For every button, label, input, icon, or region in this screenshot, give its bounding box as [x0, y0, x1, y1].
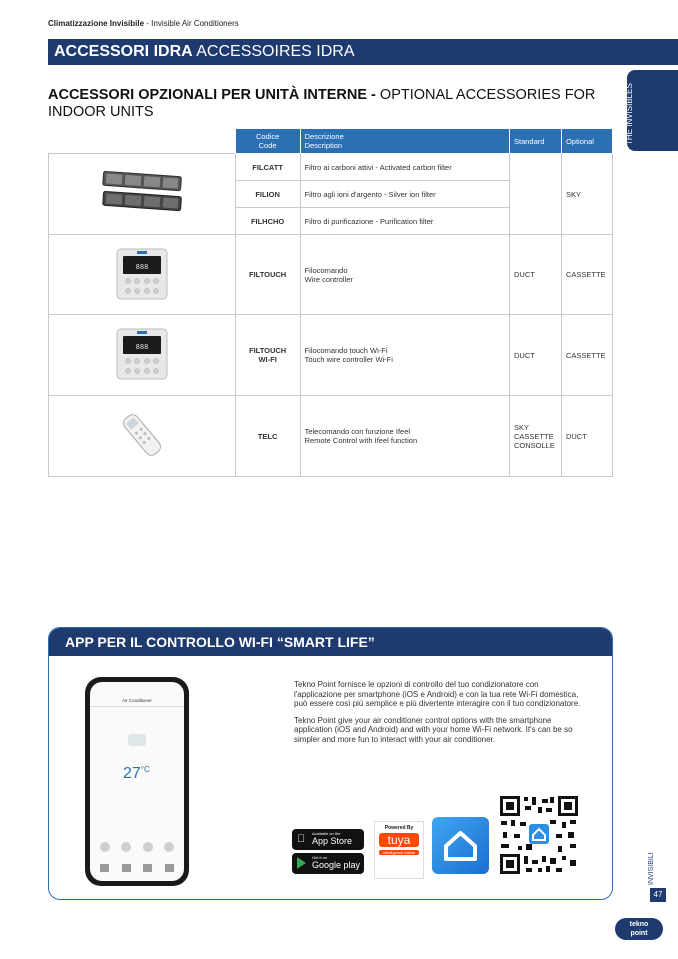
qr-code[interactable] — [498, 794, 580, 876]
phone-bottom-buttons — [100, 864, 174, 872]
wire-controller-image — [49, 235, 236, 315]
row-optional: DUCT — [561, 396, 612, 477]
google-play-text: Google play — [312, 860, 361, 870]
table-header-row — [49, 129, 613, 154]
mode-icon — [143, 842, 153, 852]
app-store-text: App Store — [312, 836, 353, 846]
table-row — [49, 315, 613, 396]
control-icon — [165, 864, 174, 872]
table-header-code-it: Codice — [255, 132, 280, 141]
control-icon — [122, 864, 131, 872]
app-description-it: Tekno Point fornisce le opzioni di controllo del tuo condizionatore con l'applicazione per smartphone (iOS e Android) e con la tua rete Wi-Fi domestica, può essere così più semplice e più divertente interagire con il tuo condizionatore. — [294, 680, 581, 708]
breadcrumb-subsection: - Invisible Air Conditioners — [144, 19, 239, 28]
row-standard — [509, 154, 561, 235]
control-icon — [143, 864, 152, 872]
table-header-optional: Optional — [561, 129, 612, 154]
remote-control-icon — [117, 410, 167, 460]
row-description — [300, 235, 509, 315]
row-code — [235, 315, 300, 396]
filters-image — [49, 154, 236, 235]
qr-code-image — [498, 794, 580, 876]
row-description: Filtro ai carboni attivi - Activated carbon filter — [300, 154, 509, 181]
tuya-sub-text: Intelligence Inside — [379, 850, 419, 855]
mode-icon — [121, 842, 131, 852]
section-title-it: ACCESSORI OPZIONALI PER UNITÀ INTERNE - — [48, 87, 376, 103]
svg-text:888: 888 — [135, 262, 149, 271]
row-code-line2: WI-FI — [258, 355, 277, 364]
row-code-line1: FILTOUCH — [249, 346, 287, 355]
row-optional: CASSETTE — [561, 235, 612, 315]
tuya-powered-text: Powered By — [384, 825, 414, 831]
svg-text:888: 888 — [135, 343, 149, 351]
row-code: TELC — [235, 396, 300, 477]
page-title-fr: ACCESSOIRES IDRA — [192, 43, 355, 60]
phone-temperature — [123, 765, 150, 783]
row-description-en: Remote Control with Ifeel function — [304, 436, 418, 445]
home-icon — [432, 817, 489, 874]
app-card-title: APP PER IL CONTROLLO WI-FI “SMART LIFE” — [49, 628, 612, 656]
phone-temperature-value: 27 — [123, 765, 141, 782]
row-standard-line1: SKY — [513, 422, 529, 432]
logo-line1: tekno — [629, 921, 649, 928]
table-header-description-en: Description — [304, 141, 343, 150]
page-title — [48, 39, 678, 65]
google-play-badge[interactable] — [292, 853, 364, 874]
filter-icon — [97, 168, 187, 218]
row-code: FILION — [235, 181, 300, 208]
row-standard-line3: CONSOLLE — [513, 440, 555, 450]
app-store-small-text: Available on the — [312, 831, 341, 836]
mode-icon — [100, 842, 110, 852]
logo-line2: point — [630, 930, 648, 937]
row-standard: DUCT — [509, 235, 561, 315]
app-description-en: Tekno Point give your air conditioner control options with the smartphone application (iOS and Android) and with your home Wi-Fi network. It's can be so simpler and more fun to interact with your air conditioner. — [294, 715, 573, 744]
side-tab-line2: THE INVISIBLES — [625, 83, 634, 145]
phone-temperature-unit: °C — [140, 765, 150, 774]
wifi-controller-image — [49, 315, 236, 396]
page-title-it: ACCESSORI IDRA — [54, 43, 193, 60]
row-code: FILCATT — [235, 154, 300, 181]
app-store-badge[interactable] — [292, 829, 364, 850]
row-code: FILTOUCH — [235, 235, 300, 315]
side-tab — [615, 70, 678, 151]
row-standard: DUCT — [509, 315, 561, 396]
row-description: Filtro agli ioni d'argento - Silver ion filter — [300, 181, 509, 208]
row-description-it: Filocomando — [304, 265, 348, 275]
side-tab-line1: GLI INVISIBILI — [615, 91, 624, 145]
tekno-point-logo — [615, 918, 663, 940]
fan-icon — [128, 734, 146, 746]
google-play-icon — [297, 857, 306, 869]
table-header-code — [235, 129, 300, 154]
remote-control-image — [49, 396, 236, 477]
mode-icon — [164, 842, 174, 852]
tuya-badge — [374, 821, 424, 879]
table-header-code-en: Code — [258, 141, 277, 150]
row-description-en: Touch wire controller Wi-Fi — [304, 355, 393, 364]
control-icon — [100, 864, 109, 872]
wifi-controller-icon — [116, 328, 168, 380]
footer-side-label: INVISIBILI — [648, 852, 655, 885]
row-description-it: Telecomando con funzione Ifeel — [304, 427, 411, 436]
wire-controller-icon — [116, 248, 168, 300]
table-header-standard: Standard — [509, 129, 561, 154]
phone-mode-buttons — [100, 842, 174, 852]
row-description — [300, 315, 509, 396]
row-description-en: Wire controller — [304, 274, 353, 284]
row-description — [300, 396, 509, 477]
section-title — [48, 87, 608, 121]
row-standard-line2: CASSETTE — [513, 431, 554, 441]
table-header-description-it: Descrizione — [304, 132, 344, 141]
table-header-image — [49, 129, 236, 154]
tuya-logo: tuya — [379, 833, 419, 847]
phone-app-header: Air Conditioner — [122, 698, 152, 703]
page-number: 47 — [650, 888, 666, 902]
row-standard — [509, 396, 561, 477]
phone-divider — [90, 706, 184, 707]
row-description-it: Filocomando touch Wi-Fi — [304, 346, 388, 355]
table-row — [49, 396, 613, 477]
phone-screen — [90, 682, 184, 881]
row-description: Filtro di purificazione - Purification filter — [300, 208, 509, 235]
row-code: FILHCHO — [235, 208, 300, 235]
table-row — [49, 235, 613, 315]
side-tab-text — [615, 70, 635, 145]
row-optional: SKY — [561, 154, 612, 235]
breadcrumb — [48, 19, 239, 28]
apple-icon — [297, 833, 305, 845]
row-optional: CASSETTE — [561, 315, 612, 396]
table-row — [49, 154, 613, 181]
smart-life-app-icon[interactable] — [432, 817, 489, 874]
table-header-description — [300, 129, 509, 154]
section-title-en: OPTIONAL ACCESSORIES FOR INDOOR UNITS — [48, 87, 596, 120]
app-description — [294, 680, 584, 751]
breadcrumb-section: Climatizzazione Invisibile — [48, 19, 145, 28]
google-play-small-text: Get it on — [312, 855, 328, 860]
accessories-table — [48, 128, 613, 477]
phone-mockup — [85, 677, 189, 886]
